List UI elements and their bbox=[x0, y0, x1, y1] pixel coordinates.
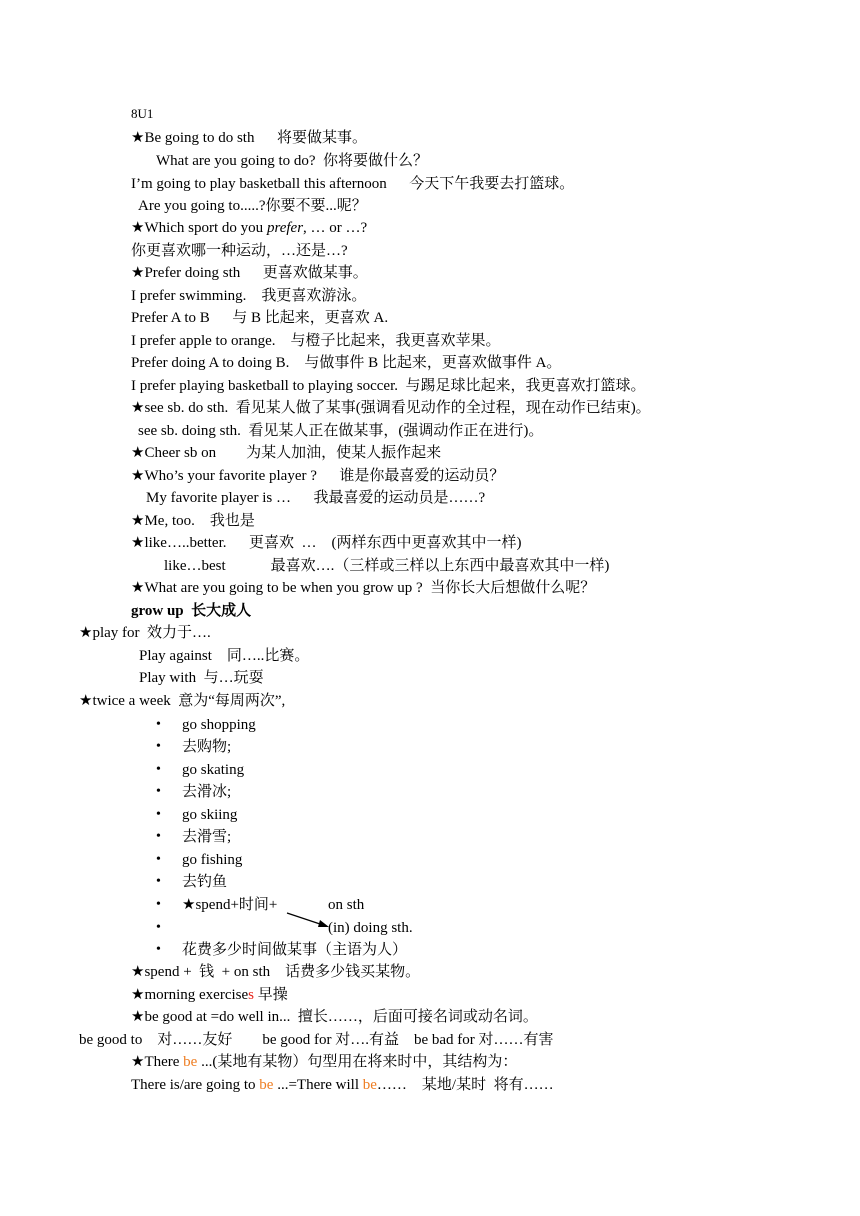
text-line: 你更喜欢哪一种运动，…还是…? bbox=[131, 243, 348, 259]
text-line bbox=[131, 985, 288, 1005]
text-line bbox=[131, 218, 367, 238]
text-segment: , … or …? bbox=[303, 220, 368, 236]
list-item: (in) doing sth. bbox=[328, 920, 413, 936]
text-segment: …… 某地/某时 将有…… bbox=[376, 1077, 554, 1093]
highlight-text: s bbox=[248, 987, 255, 1003]
text-line: ★Prefer doing sth 更喜欢做某事。 bbox=[131, 265, 368, 281]
text-line: be good to 对……友好 be good for 对….有益 be bad for 对……有害 bbox=[79, 1032, 554, 1048]
text-segment: ★There bbox=[131, 1054, 184, 1070]
text-line: ★Cheer sb on 为某人加油，使某人振作起来 bbox=[131, 445, 442, 461]
text-line: ★play for 效力于…. bbox=[79, 625, 211, 641]
list-item: 去钓鱼 bbox=[182, 874, 228, 890]
list-item: 去滑雪; bbox=[182, 829, 232, 845]
list-item: ★spend+时间+ bbox=[182, 897, 278, 913]
text-line: Play against 同…..比赛。 bbox=[139, 648, 310, 664]
text-segment: There is/are going to bbox=[131, 1077, 260, 1093]
bullet-icon bbox=[156, 946, 164, 954]
bullet-icon bbox=[156, 811, 164, 819]
list-item: go fishing bbox=[182, 852, 243, 868]
text-line: like…best 最喜欢….（三样或三样以上东西中最喜欢其中一样) bbox=[164, 558, 610, 574]
text-line: I prefer swimming. 我更喜欢游泳。 bbox=[131, 288, 367, 304]
text-line bbox=[131, 1052, 517, 1072]
doc-heading: 8U1 bbox=[131, 106, 154, 121]
italic-word: prefer bbox=[266, 220, 304, 236]
highlight-text: be bbox=[259, 1077, 274, 1093]
list-item: go skating bbox=[182, 762, 245, 778]
bullet-icon bbox=[156, 901, 164, 909]
bullet-icon bbox=[156, 924, 164, 932]
bullet-icon bbox=[156, 721, 164, 729]
text-line: I prefer apple to orange. 与橙子比起来，我更喜欢苹果。 bbox=[131, 333, 501, 349]
text-segment: ★Which sport do you bbox=[131, 220, 267, 236]
bold-heading: grow up 长大成人 bbox=[131, 603, 252, 619]
text-line: see sb. doing sth. 看见某人正在做某事，(强调动作正在进行)。 bbox=[138, 423, 544, 439]
highlight-text: be bbox=[183, 1054, 198, 1070]
text-line: What are you going to do? 你将要做什么？ bbox=[156, 153, 429, 169]
text-segment: ...=There will bbox=[273, 1077, 363, 1093]
text-line: ★Be going to do sth 将要做某事。 bbox=[131, 130, 367, 146]
text-line: ★see sb. do sth. 看见某人做了某事(强调看见动作的全过程，现在动作已结束)。 bbox=[131, 400, 651, 416]
text-segment: ★morning exercise bbox=[131, 987, 249, 1003]
list-item: on sth bbox=[328, 897, 365, 913]
text-segment: 早操 bbox=[254, 987, 288, 1003]
text-line: My favorite player is … 我最喜爱的运动员是……? bbox=[146, 490, 486, 506]
list-item: 去滑冰; bbox=[182, 784, 232, 800]
text-line: Prefer A to B 与 B 比起来，更喜欢 A. bbox=[131, 310, 389, 326]
text-line: Are you going to.....?你要不要...呢？ bbox=[138, 198, 367, 214]
text-line: ★What are you going to be when you grow up ? 当你长大后想做什么呢？ bbox=[131, 580, 596, 596]
list-item: go skiing bbox=[182, 807, 238, 823]
text-line: ★like…..better. 更喜欢 … (两样东西中更喜欢其中一样) bbox=[131, 535, 522, 551]
text-line: ★twice a week 意为“每周两次”, bbox=[79, 693, 286, 709]
text-segment: ...(某地有某物）句型用在将来时中，其结构为： bbox=[197, 1054, 518, 1070]
text-line: ★Who’s your favorite player ? 谁是你最喜爱的运动员？ bbox=[131, 468, 505, 484]
text-line: I’m going to play basketball this afternoon 今天下午我要去打篮球。 bbox=[131, 176, 575, 192]
bullet-icon bbox=[156, 766, 164, 774]
text-line: ★spend + 钱 + on sth 话费多少钱买某物。 bbox=[131, 964, 421, 980]
bullet-icon bbox=[156, 878, 164, 886]
text-line: ★Me, too. 我也是 bbox=[131, 513, 255, 529]
highlight-text: be bbox=[362, 1077, 377, 1093]
bullet-icon bbox=[156, 743, 164, 751]
text-line: Prefer doing A to doing B. 与做事件 B 比起来，更喜欢做事件 A。 bbox=[131, 355, 562, 371]
arrow-icon bbox=[285, 910, 335, 932]
list-item: go shopping bbox=[182, 717, 256, 733]
bullet-icon bbox=[156, 788, 164, 796]
text-line bbox=[131, 1075, 554, 1095]
bullet-icon bbox=[156, 856, 164, 864]
list-item: 去购物; bbox=[182, 739, 232, 755]
list-item: 花费多少时间做某事（主语为人） bbox=[182, 942, 408, 958]
text-line: ★be good at =do well in... 擅长……，后面可接名词或动名词。 bbox=[131, 1009, 538, 1025]
text-line: I prefer playing basketball to playing soccer. 与踢足球比起来，我更喜欢打篮球。 bbox=[131, 378, 646, 394]
bullet-icon bbox=[156, 833, 164, 841]
text-line: Play with 与…玩耍 bbox=[139, 670, 264, 686]
